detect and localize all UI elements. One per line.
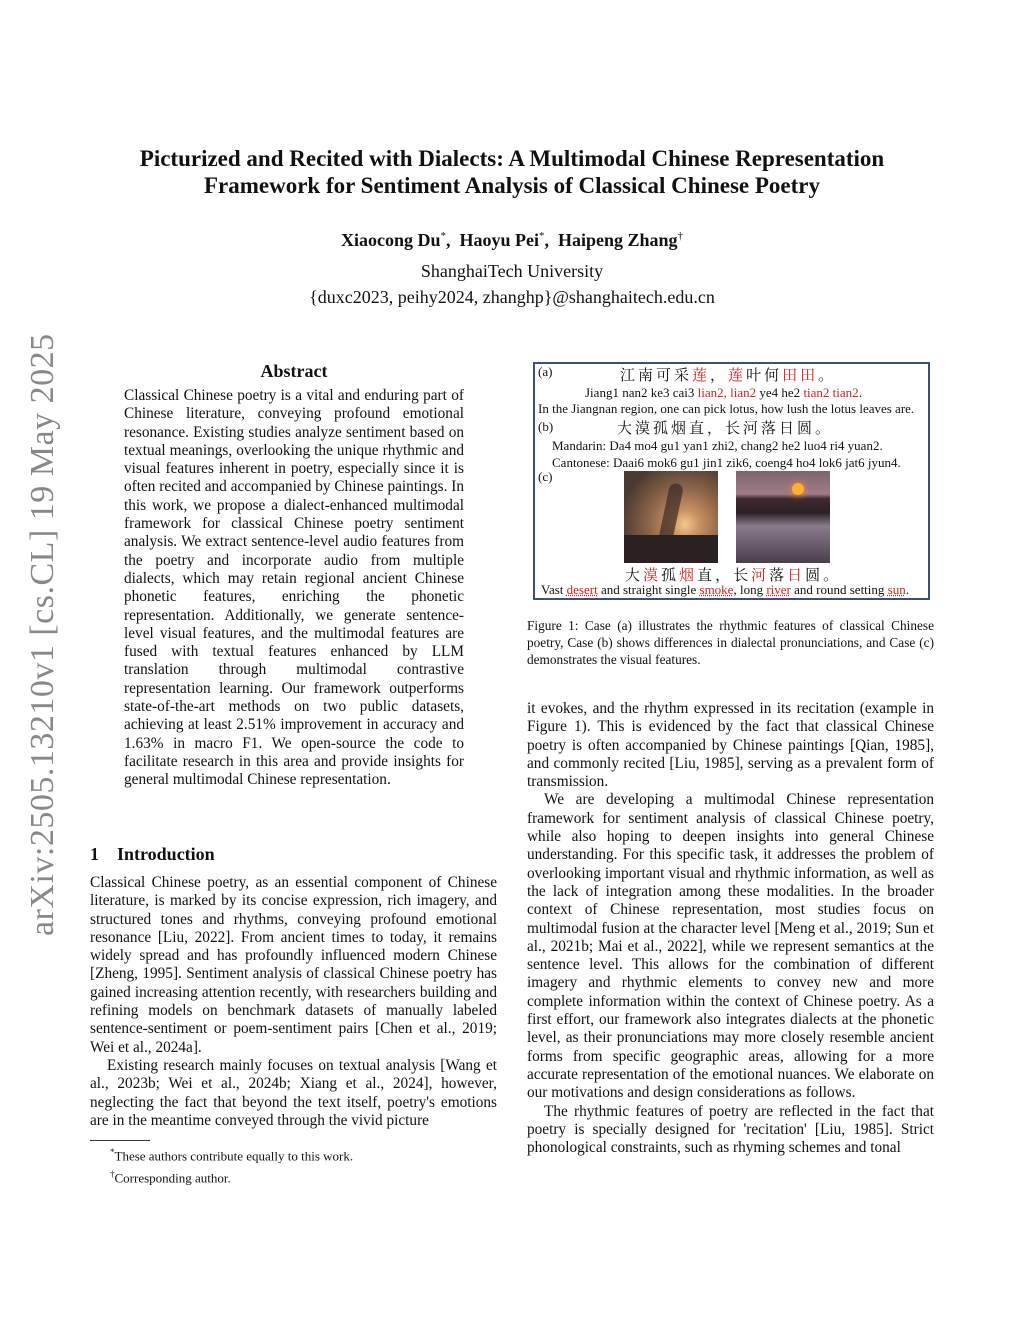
footnote: *These authors contribute equally to this work. bbox=[110, 1147, 354, 1164]
abstract-text: Classical Chinese poetry is a vital and enduring part of Chinese literature, conveying profound emotional resonance. Existing studies analyze sentiment based on textual meanings, overlooking the unique rhythmic and visual features inherent in poetry, especially since it is often recited and accompanied by Chinese paintings. In this work, we propose a dialect-enhanced multimodal framework for classical Chinese poetry sentiment analysis. We extract sentence-level audio features from the poetry and incorporate audio from multiple dialects, which may retain regional ancient Chinese phonetic features, enriching the phonetic representation. Additionally, we generate sentence-level visual features, and the multimodal features are fused with textual features enhanced by LLM translation through multimodal contrastive representation learning. Our framework outperforms state-of-the-art methods on two public datasets, achieving at least 2.51% improvement in accuracy and 1.63% in macro F1. We open-source the code to facilitate research in this area and provide insights for general multimodal Chinese representation. bbox=[124, 387, 464, 789]
paper-title: Picturized and Recited with Dialects: A Multimodal Chinese Representation Framework for Sentiment Analysis of Classical Chinese Poetry bbox=[139, 146, 885, 198]
paragraph: it evokes, and the rhythm expressed in its recitation (example in Figure 1). This is evidenced by the fact that classical Chinese poetry is often accompanied by Chinese paintings [Qian, 1985], and commonly recited [Liu, 1985], serving as a prevalent form of transmission. bbox=[527, 700, 934, 791]
email: {duxc2023, peihy2024, zhanghp}@shanghaitech.edu.cn bbox=[309, 287, 715, 307]
author-mark: * bbox=[440, 230, 446, 242]
author-mark: † bbox=[677, 230, 684, 242]
case-a-translation: In the Jiangnan region, one can pick lotus, how lush the lotus leaves are. bbox=[538, 401, 915, 416]
case-c-translation: Vast desert and straight single smoke, long river and round setting sun. bbox=[541, 582, 909, 597]
river-sunset-image bbox=[736, 471, 830, 563]
footnote-rule bbox=[90, 1140, 150, 1141]
right-column-text bbox=[527, 700, 934, 1157]
paragraph: We are developing a multimodal Chinese representation framework for sentiment analysis of classical Chinese poetry, while also hoping to deepen insights into general Chinese understanding. For this specific task, it addresses the problem of overlooking important visual and rhythmic information, as well as the lack of integration among these modalities. In the broader context of Chinese representation, most studies focus on multimodal fusion at the character level [Meng et al., 2019; Sun et al., 2021b; Mai et al., 2022], while we represent semantics at the sentence level. This allows for the combination of different imagery and rhythmic elements to convey new and more complete information within the context of Chinese poetry. As a first effort, our framework also integrates dialects at the phonetic level, as their pronunciations may more closely resemble ancient forms from specific geographic areas, allowing for a more accurate representation of the emotional nuances. We elaborate on our motivations and design considerations as follows. bbox=[527, 791, 934, 1102]
paragraph: Classical Chinese poetry, as an essential component of Chinese literature, is marked by its concise expression, rich imagery, and structured tones and rhythms, conveying profound emotional resonance [Liu, 2022]. From ancient times to today, it remains widely spread and has profoundly influenced modern Chinese [Zheng, 1995]. Sentiment analysis of classical Chinese poetry has gained increasing attention recently, with researchers building and refining models on benchmark datasets of manually labeled sentence-sentiment or poem-sentiment pairs [Chen et al., 2019; Wei et al., 2024a]. bbox=[90, 874, 497, 1056]
case-c-chinese: 大漠孤烟直，长河落日圆。 bbox=[625, 566, 842, 584]
case-b-mandarin: Mandarin: Da4 mo4 gu1 yan1 zhi2, chang2 he2 luo4 ri4 yuan2. bbox=[552, 438, 883, 453]
case-a-label: (a) bbox=[538, 364, 553, 379]
section-title: Introduction bbox=[117, 844, 215, 864]
abstract-heading: Abstract bbox=[260, 361, 328, 381]
case-a-pinyin: Jiang1 nan2 ke3 cai3 lian2, lian2 ye4 he2 tian2 tian2. bbox=[585, 385, 862, 400]
author: Xiaocong Du bbox=[340, 230, 441, 250]
author: Haoyu Pei bbox=[459, 230, 539, 250]
case-b-cantonese: Cantonese: Daai6 mok6 gu1 jin1 zik6, coeng4 ho4 lok6 jat6 jyun4. bbox=[552, 455, 901, 470]
section-heading bbox=[90, 844, 233, 865]
affiliation: ShanghaiTech University bbox=[420, 261, 604, 281]
figure-caption: Figure 1: Case (a) illustrates the rhythmic features of classical Chinese poetry, Case (b) shows differences in dialectal pronunciations, and Case (c) demonstrates the visual features. bbox=[527, 618, 934, 667]
desert-smoke-image bbox=[624, 471, 718, 563]
case-b-label: (b) bbox=[538, 419, 554, 434]
footnote: †Corresponding author. bbox=[110, 1169, 231, 1186]
case-b-chinese: 大漠孤烟直，长河落日圆。 bbox=[617, 419, 834, 437]
authors: Xiaocong Du*, Haoyu Pei*, Haipeng Zhang† bbox=[340, 230, 684, 250]
figure-1 bbox=[533, 362, 930, 600]
paragraph: Existing research mainly focuses on textual analysis [Wang et al., 2023b; Wei et al., 2024b; Xiang et al., 2024], however, neglecting the fact that beyond the text itself, poetry's emotions are in the meantime conveyed through the vivid picture bbox=[90, 1056, 497, 1129]
paragraph: The rhythmic features of poetry are reflected in the fact that poetry is specially designed for 'recitation' [Liu, 1985]. Strict phonological constraints, such as rhyming schemes and tonal bbox=[527, 1102, 934, 1157]
author-mark: * bbox=[538, 230, 545, 242]
footnotes bbox=[90, 1143, 353, 1188]
case-a-chinese: 江南可采莲，莲叶何田田。 bbox=[620, 366, 837, 384]
section-number: 1 bbox=[90, 844, 99, 864]
author: Haipeng Zhang bbox=[557, 230, 678, 250]
case-c-label: (c) bbox=[538, 469, 553, 484]
intro-text bbox=[90, 874, 497, 1130]
arxiv-identifier: arXiv:2505.13210v1 [cs.CL] 19 May 2025 bbox=[24, 333, 61, 936]
